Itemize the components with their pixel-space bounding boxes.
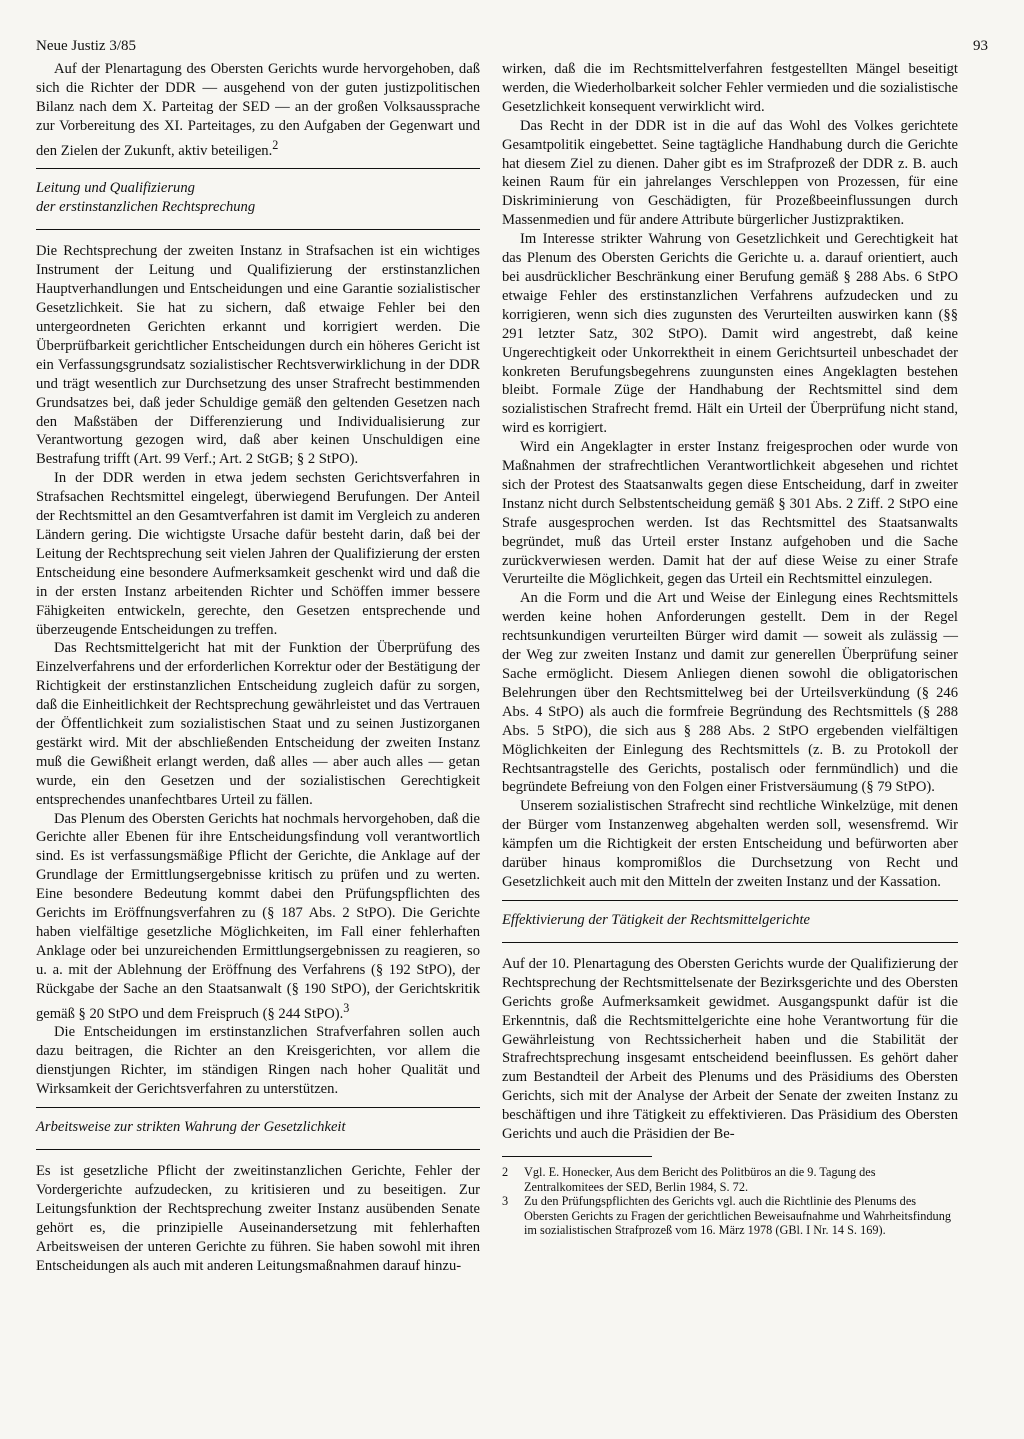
footnote-text: Vgl. E. Honecker, Aus dem Bericht des Politbüros an die 9. Tagung des Zentralkomitees der SED, Berlin 1984, S. 72. <box>524 1164 876 1194</box>
footnote <box>502 1165 958 1194</box>
intro-paragraph: Auf der Plenartagung des Obersten Gerichts wurde hervorgehoben, daß sich die Richter der DDR — ausgehend von der guten justizpolitischen Bilanz nach dem X. Parteitag der SED — an der großen Volksaussprache zur Vorbereitung des XI. Parteitages, zu den Aufgaben der Gegenwart und den Zielen der Zukunft, aktiv beteiligen.$^2$ <box>36 61 480 159</box>
page-number: 93 <box>973 38 988 54</box>
footnote <box>502 1194 958 1238</box>
section-heading-arbeitsweise: Arbeitsweise zur strikten Wahrung der Gesetzlichkeit <box>36 1107 480 1150</box>
paragraph: Auf der 10. Plenartagung des Obersten Gerichts wurde der Qualifizierung der Rechtsprechung der Rechtsmittelsenate der Bezirksgerichte und des Obersten Gerichts große Aufmerksamkeit gewidmet. Ausgangspunkt dafür ist die Erkenntnis, daß die Rechtsmittelgerichte eine hohe Verantwortung für die Gewährleistung von Rechtssicherheit haben und die Stabilität der Strafrechtsprechung insgesamt entscheidend beeinflussen. Es gehört daher zum Bestandteil der Arbeit des Plenums und des Präsidiums des Obersten Gerichts, sich mit der Analyse der Arbeit der Senate der zweiten Instanz zu beschäftigen und ihre Tätigkeit zu effektivieren. Das Präsidium des Obersten Gerichts und auch die Präsidien der Be- <box>502 955 958 1143</box>
footnote-number: 2 <box>502 1164 509 1179</box>
paragraph: Im Interesse strikter Wahrung von Gesetzlichkeit und Gerechtigkeit hat das Plenum des Obersten Gerichts die Gerichte u. a. darauf orientiert, auch bei ausdrücklicher Beschränkung einer Berufung gemäß § 288 Abs. 6 StPO etwaige Fehler des erstinstanzlichen Verfahrens aufzudecken und zu korrigieren, wenn sich dies zugunsten des Verurteilten auswirken kann (§§ 291 letzter Satz, 302 StPO). Damit wird angestrebt, daß keine Ungerechtigkeit oder Unkorrektheit in einem Gerichtsurteil unbeschadet der konkreten Berufungsbegehrens zuungunsten eines Angeklagten bestehen bleibt. Formale Züge der Handhabung der Rechtsmittel sind dem sozialistischen Strafrecht fremd. Hält ein Urteil der Überprüfung nicht stand, wird es korrigiert. <box>502 231 958 437</box>
footnote-divider <box>502 1156 652 1157</box>
left-column <box>36 60 480 1275</box>
paragraph: Wird ein Angeklagter in erster Instanz freigesprochen oder wurde von Maßnahmen der strafrechtlichen Verantwortlichkeit abgesehen und richtet sich der Protest des Staatsanwalts gegen diese Entscheidung, darf in zweiter Instanz nicht durch Selbstentscheidung gemäß § 301 Abs. 2 Ziff. 2 StPO eine Strafe ausgesprochen werden. Ist das Rechtsmittel des Staatsanwalts begründet, muß das Urteil erster Instanz aufgehoben und die Sache zurückverwiesen werden. Damit hat der auf diese Weise zu einer Strafe Verurteilte die Möglichkeit, gegen das Urteil ein Rechtsmittel einzulegen. <box>502 439 958 588</box>
journal-title: Neue Justiz 3/85 <box>36 38 136 54</box>
section-heading-leitung: Leitung und Qualifizierung der erstinstanzlichen Rechtsprechung <box>36 168 480 230</box>
paragraph: Es ist gesetzliche Pflicht der zweitinstanzlichen Gerichte, Fehler der Vordergerichte aufzudecken, zu kritisieren und zu beseitigen. Zur Leitungsfunktion der Rechtsprechung zweiter Instanz ausübenden Senate gehört es, die prinzipielle Auseinandersetzung mit fehlerhaften Arbeitsweisen der unteren Gerichte zu führen. Sie haben sowohl mit ihren Entscheidungen als auch mit anderen Leitungsmaßnahmen darauf hinzu- <box>36 1163 480 1274</box>
paragraph: Die Rechtsprechung der zweiten Instanz in Strafsachen ist ein wichtiges Instrument der Leitung und Qualifizierung der erstinstanzlichen Hauptverhandlungen und Entscheidungen und eine Garantie sozialistischer Gesetzlichkeit. Sie hat zu sichern, daß etwaige Fehler bei den untergeordneten Gerichten erkannt und korrigiert werden. Die Überprüfbarkeit gerichtlicher Entscheidungen durch ein höheres Gericht ist ein Verfassungsgrundsatz sozialistischer Rechtsverwirklichung in der DDR und trägt wesentlich zur Durchsetzung des unser Strafrecht bestimmenden Grundsatzes bei, daß jeder Schuldige gemäß den geltenden Gesetzen nach den Maßstäben der Differenzierung und Individualisierung zur Verantwortung gezogen wird, daß aber keinen Unschuldigen eine Bestrafung trifft (Art. 99 Verf.; Art. 2 StGB; § 2 StPO). <box>36 243 480 468</box>
paragraph: Das Recht in der DDR ist in die auf das Wohl des Volkes gerichtete Gesamtpolitik eingebettet. Seine tagtägliche Handhabung durch die Gerichte hat diesem Ziel zu dienen. Daher gibt es im Strafprozeß der DDR z. B. auch keinen Raum für ein jahrelanges Verschleppen von Prozessen, für eine Diskriminierung von Geschädigten, für Prozeßbeeinflussungen durch Massenmedien und für andere Attribute bürgerlicher Justizpraktiken. <box>502 117 958 229</box>
paragraph: Das Rechtsmittelgericht hat mit der Funktion der Überprüfung des Einzelverfahrens und der erforderlichen Korrektur oder der Bestätigung der Richtigkeit der erstinstanzlichen Entscheidung zugleich dafür zu sorgen, daß die Einheitlichkeit der Rechtsprechung gewährleistet und das Vertrauen der Öffentlichkeit zum sozialistischen Staat und zu seinen Justizorganen gestärkt wird. Mit der abschließenden Entscheidung der zweiten Instanz muß die Gewißheit erlangt werden, daß alles — aber auch alles — getan wurde, ein den Gesetzen und der sozialistischen Gerechtigkeit entsprechendes unanfechtbares Urteil zu fällen. <box>36 640 480 808</box>
section-heading-effektivierung: Effektivierung der Tätigkeit der Rechtsmittelgerichte <box>502 900 958 943</box>
paragraph: Das Plenum des Obersten Gerichts hat nochmals hervorgehoben, daß die Gerichte aller Ebenen für ihre Entscheidungsfindung voll verantwortlich sind. Es ist verfassungsmäßige Pflicht der Gerichte, die Anklage auf der Grundlage der Ermittlungsergebnisse kritisch zu prüfen und zu werten. Eine besondere Bedeutung kommt dabei den Prüfungspflichten des Gerichts im Eröffnungsverfahren zu (§ 187 Abs. 2 StPO). Die Gerichte haben vielfältige gesetzliche Möglichkeiten, im Fall einer fehlerhaften Anklage oder bei unzureichenden Ermittlungsergebnissen zu reagieren, so u. a. mit der Ablehnung der Eröffnung des Verfahrens (§ 192 StPO), der Rückgabe der Sache an den Staatsanwalt (§ 190 StPO), der Gerichtskritik gemäß § 20 StPO und dem Freispruch (§ 244 StPO).$^3$ <box>36 810 480 1022</box>
footnote-ref: 3 <box>343 1000 350 1015</box>
footnote-text: Zu den Prüfungspflichten des Gerichts vgl. auch die Richtlinie des Plenums des Obersten Gerichts zu Fragen der gerichtlichen Beweisaufnahme und Wahrheitsfindung im sozialistischen Strafprozeß vom 16. März 1978 (GBl. I Nr. 14 S. 169). <box>524 1194 951 1238</box>
footnotes <box>502 1165 958 1238</box>
paragraph: In der DDR werden in etwa jedem sechsten Gerichtsverfahren in Strafsachen Rechtsmittel eingelegt, überwiegend Berufungen. Der Anteil der Rechtsmittel an den Gesamtverfahren ist damit im Vergleich zu anderen Ländern gering. Die wichtigste Ursache dafür besteht darin, daß bei der Leitung der Rechtsprechung seit vielen Jahren der Qualifizierung der ersten Entscheidung eine besondere Aufmerksamkeit geschenkt wird und daß die in der ersten Instanz arbeitenden Richter und Schöffen immer bessere Fähigkeiten entwickeln, gerechte, den Gesetzen entsprechende und überzeugende Entscheidungen zu treffen. <box>36 470 480 638</box>
right-column <box>502 60 958 1238</box>
paragraph: An die Form und die Art und Weise der Einlegung eines Rechtsmittels werden keine hohen Anforderungen gestellt. Dem in der Regel rechtsunkundigen verurteilten Bürger wird damit — soweit als zulässig — der Weg zur zweiten Instanz und damit zur generellen Überprüfung seiner Sache ermöglicht. Diesem Anliegen dienen sowohl die obligatorischen Belehrungen über den Rechtsmittelweg bei der Urteilsverkündung (§ 246 Abs. 4 StPO) als auch die formfreie Begründung des Rechtsmittels (§ 288 Abs. 5 StPO), die sich aus § 288 Abs. 2 StPO ergebenden vielfältigen Möglichkeiten der Einlegung des Rechtsmittels (z. B. zu Protokoll der Rechtsantragstelle des Gerichts, postalisch oder fernmündlich) und die begründete Befreiung von den Folgen einer Fristversäumung (§ 79 StPO). <box>502 590 958 796</box>
paragraph: wirken, daß die im Rechtsmittelverfahren festgestellten Mängel beseitigt werden, die Wiederholbarkeit solcher Fehler vermieden und die sozialistische Gesetzlichkeit konsequent verwirklicht wird. <box>502 61 958 115</box>
paragraph: Unserem sozialistischen Strafrecht sind rechtliche Winkelzüge, mit denen der Bürger vom Instanzenweg abgehalten werden soll, wesensfremd. Wir kämpfen um die Richtigkeit der ersten Entscheidung und befürworten aber darüber hinaus kompromißlos die Durchsetzung von Recht und Gesetzlichkeit auch mit den Mitteln der zweiten Instanz und der Kassation. <box>502 798 958 890</box>
footnote-number: 3 <box>502 1194 509 1209</box>
footnote-ref: 2 <box>272 137 279 152</box>
paragraph: Die Entscheidungen im erstinstanzlichen Strafverfahren sollen auch dazu beitragen, die Richter an den Kreisgerichten, vor allem die dienstjungen Richter, im ständigen Ringen nach hoher Qualität und Wirksamkeit der Gerichtsverfahren zu unterstützen. <box>36 1024 480 1098</box>
